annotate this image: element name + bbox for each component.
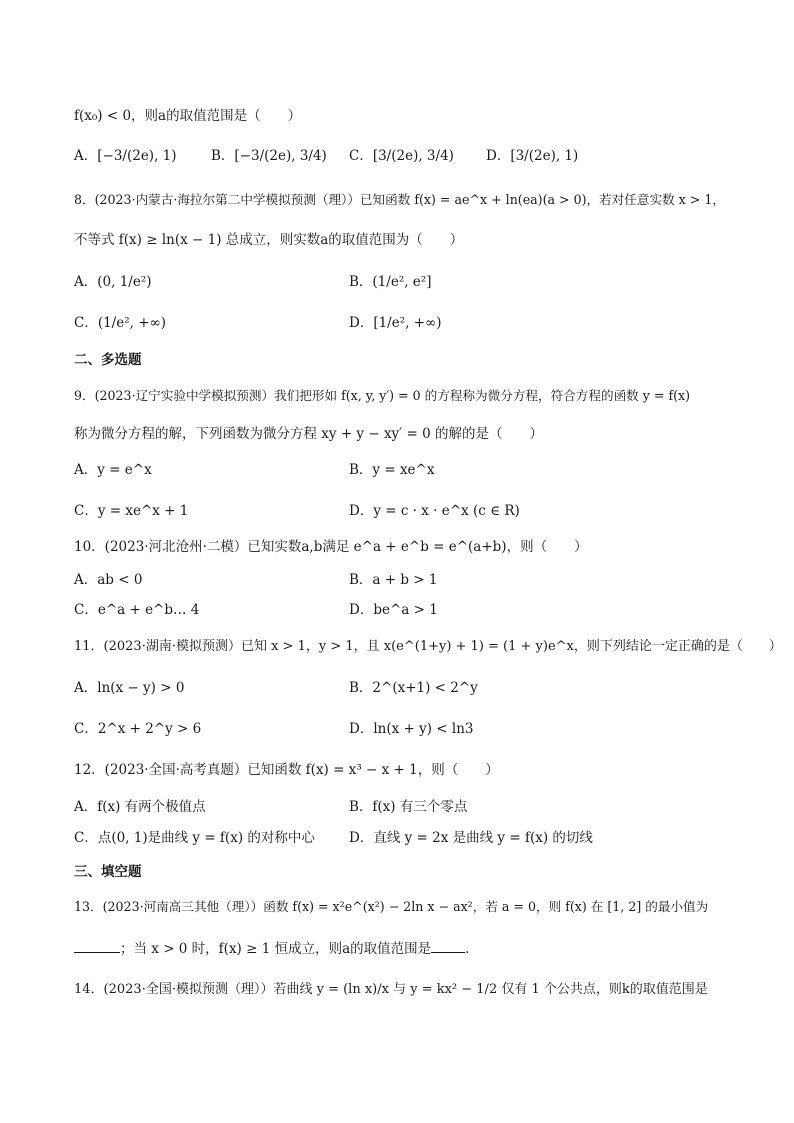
q7-option-b: B．[−3/(2e), 3/4) (211, 148, 327, 164)
q14-stem: 14．(2023·全国·模拟预测（理））若曲线 y = (ln x)/x 与 y = kx² − 1/2 仅有 1 个公共点，则k的取值范围是 (74, 982, 708, 997)
q12-stem: 12．(2023·全国·高考真题）已知函数 f(x) = x³ − x + 1，则（ ） (74, 762, 499, 778)
q7-option-d: D．[3/(2e), 1) (486, 148, 579, 164)
q9-stem-line2: 称为微分方程的解，下列函数为微分方程 xy + y − xy′ = 0 的解的是（ ） (74, 426, 544, 442)
q9-option-c: C．y = xe^x + 1 (74, 503, 189, 519)
answer-blank (74, 938, 120, 953)
q7-option-a: A．[−3/(2e), 1) (74, 148, 177, 164)
q9-option-d: D．y = c · x · e^x (c ∈ R) (349, 503, 520, 519)
q9-option-a: A．y = e^x (74, 462, 152, 478)
q13-stem-line1: 13．(2023·河南高三其他（理））函数 f(x) = x²e^(x²) − 2ln x − ax²，若 a = 0，则 f(x) 在 [1, 2] 的最小值为 (74, 899, 709, 914)
q13-stem-line2-end: . (465, 941, 470, 957)
q12-option-a: A．f(x) 有两个极值点 (74, 799, 206, 815)
q11-option-a: A．ln(x − y) > 0 (74, 680, 185, 696)
q11-option-c: C．2^x + 2^y > 6 (74, 721, 202, 737)
q8-stem-line1: 8．(2023·内蒙古·海拉尔第二中学模拟预测（理））已知函数 f(x) = ae^x + ln(ea)(a > 0)，若对任意实数 x > 1， (74, 192, 725, 207)
q8-option-b: B．(1/e², e²] (349, 274, 432, 290)
q8-option-c: C．(1/e², +∞) (74, 315, 167, 331)
q8-option-a: A．(0, 1/e²) (74, 274, 152, 290)
q13-stem-line2-text: ；当 x > 0 时，f(x) ≥ 1 恒成立，则a的取值范围是 (120, 941, 432, 957)
q9-option-b: B．y = xe^x (349, 462, 435, 478)
q8-option-d: D．[1/e², +∞) (349, 315, 442, 331)
q10-option-b: B．a + b > 1 (349, 572, 438, 588)
q7-option-c: C．[3/(2e), 3/4) (349, 148, 454, 164)
q8-stem-line2: 不等式 f(x) ≥ ln(x − 1) 总成立，则实数a的取值范围为（ ） (74, 232, 464, 248)
q12-option-d: D．直线 y = 2x 是曲线 y = f(x) 的切线 (349, 830, 593, 846)
q11-option-b: B．2^(x+1) < 2^y (349, 680, 478, 696)
q12-option-b: B．f(x) 有三个零点 (349, 799, 468, 815)
q9-stem-line1: 9．(2023·辽宁实验中学模拟预测）我们把形如 f(x, y, y′) = 0 的方程称为微分方程，符合方程的函数 y = f(x) (74, 388, 691, 403)
q11-option-d: D．ln(x + y) < ln3 (349, 721, 474, 737)
q12-option-c: C．点(0, 1)是曲线 y = f(x) 的对称中心 (74, 830, 315, 846)
section-heading-multiple-choice: 二、多选题 (74, 352, 142, 368)
q11-stem: 11．(2023·湖南·模拟预测）已知 x > 1，y > 1，且 x(e^(1+y) + 1) = (1 + y)e^x，则下列结论一定正确的是（ ） (74, 639, 782, 654)
section-heading-fill-in: 三、填空题 (74, 864, 142, 880)
q10-stem: 10．(2023·河北沧州·二模）已知实数a,b满足 e^a + e^b = e^(a+b)，则（ ） (74, 539, 588, 555)
q10-option-c: C．e^a + e^b… 4 (74, 602, 200, 618)
q13-stem-line2 (74, 938, 469, 959)
q10-option-a: A．ab < 0 (74, 572, 143, 588)
answer-blank (431, 938, 465, 953)
q7-tail: f(x₀) < 0，则a的取值范围是（ ） (74, 108, 302, 124)
q10-option-d: D．be^a > 1 (349, 602, 438, 618)
